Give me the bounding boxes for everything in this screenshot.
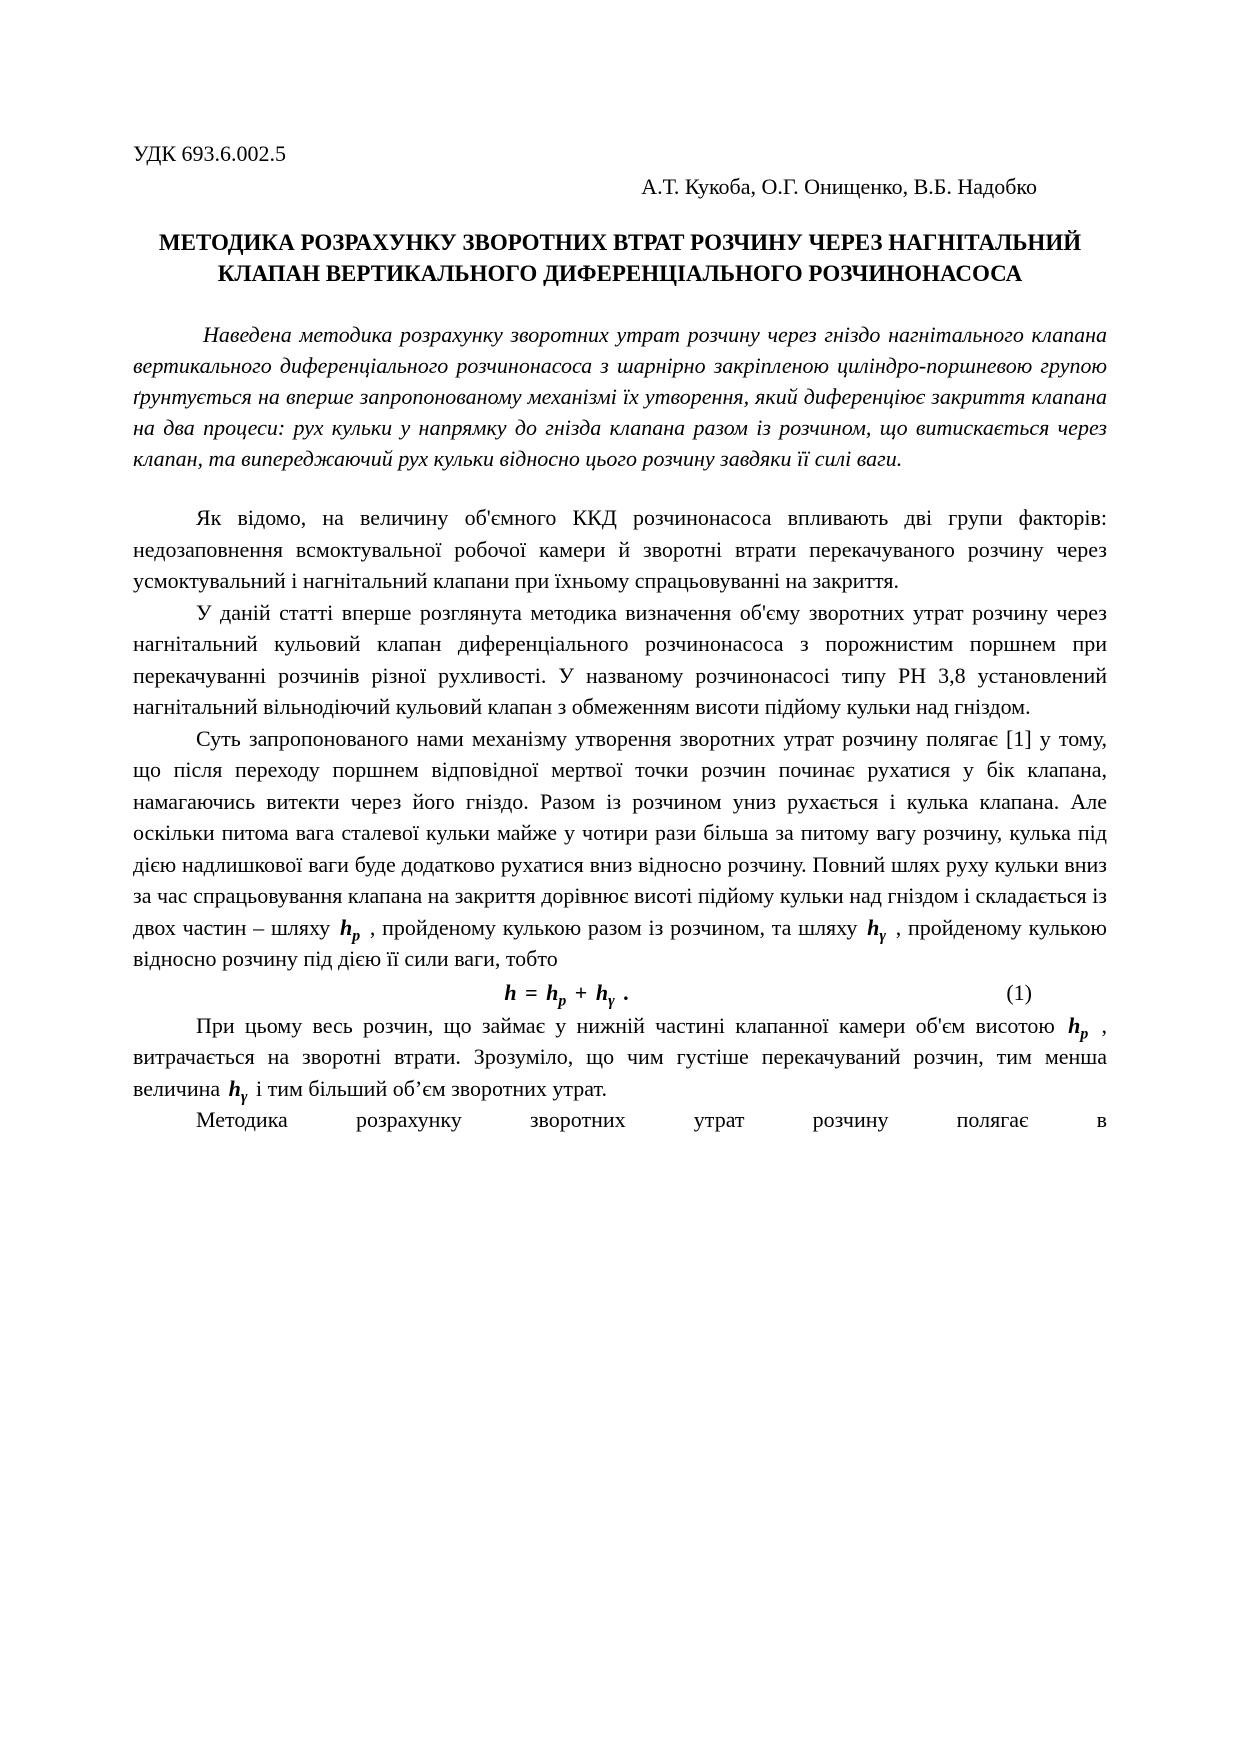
math-symbol: $h_p$ <box>1068 1012 1089 1042</box>
abstract-text: Наведена методика розрахунку зворотних утрат розчину через гніздо нагнітального клапана вертикального диференціального розчинонасоса з шарнірно закріпленою циліндро-поршневою групою ґрунтується на вперше запропонованому механізмі їх утворення, який диференціює закриття клапана на два процеси: рух кульки у напрямку до гнізда клапана разом із розчином, що витискається через клапан, та випереджаючий рух кульки відносно цього розчину завдяки її силі ваги. <box>133 322 1107 471</box>
body-paragraph: При цьому весь розчин, що займає у нижній частині клапанної камери об'єм висотою $h_p$ , витрачається на зворотні втрати. Зрозуміло, що чим густіше перекачуваний розчин, тим менша величина $h_\gamma$ і тим більший об’єм зворотних утрат. <box>133 1012 1107 1105</box>
body-paragraph: У даній статті вперше розглянута методика визначення об'єму зворотних утрат розчину через нагнітальний кульовий клапан диференціального розчинонасоса з порожнистим поршнем при перекачуванні розчинів різної рухливості. У названому розчинонасосі типу РН 3,8 установлений нагнітальний вільнодіючий кульовий клапан з обмеженням висоти підйому кульки над гніздом. <box>133 599 1107 719</box>
math-symbol: $h_\gamma$ <box>595 979 615 1009</box>
math-symbol: $h_p$ <box>546 979 567 1009</box>
udc-code: УДК 693.6.002.5 <box>133 141 287 166</box>
article-title: МЕТОДИКА РОЗРАХУНКУ ЗВОРОТНИХ ВТРАТ РОЗЧИНУ ЧЕРЕЗ НАГНІТАЛЬНИЙ КЛАПАН ВЕРТИКАЛЬНОГО ДИФЕРЕНЦІАЛЬНОГО РОЗЧИНОНАСОСА <box>158 230 1082 286</box>
body-paragraph: Суть запропонованого нами механізму утворення зворотних утрат розчину полягає [1] у тому, що після переходу поршнем відповідної мертвої точки розчин починає рухатися у бік клапана, намагаючись витекти через його гніздо. Разом із розчином униз рухається і кулька клапана. Але оскільки питома вага сталевої кульки майже у чотири рази більша за питому вагу розчину, кулька під дією надлишкової ваги буде додатково рухатися вниз відносно розчину. Повний шлях руху кульки вниз за час спрацьовування клапана на закриття дорівнює висоті підйому кульки над гніздом і складається із двох частин – шляху $h_p$ , пройденому кулькою разом із розчином, та шляху $h_\gamma$ , пройденому кулькою відносно розчину під дією її сили ваги, тобто <box>133 725 1107 971</box>
body-paragraph: Як відомо, на величину об'ємного ККД розчинонасоса впливають дві групи факторів: недозаповнення всмоктувальної робочої камери й зворотні втрати перекачуваного розчину через усмоктувальний і нагнітальний клапани при їхньому спрацьовуванні на закриття. <box>133 505 1107 593</box>
equation-number: (1) <box>1006 979 1032 1005</box>
math-symbol: $h_p$ <box>339 914 361 944</box>
math-symbol: $h_\gamma$ <box>867 914 886 944</box>
equation: $h = h_p + h_\gamma$ . <box>501 980 628 1005</box>
equation-block <box>133 976 1107 1009</box>
body-section-after-equation <box>133 1010 1107 1136</box>
math-symbol: $h_\gamma$ <box>228 1075 248 1105</box>
body-section-before-equation <box>133 502 1107 975</box>
body-paragraph: Методика розрахунку зворотних утрат розчину полягає в <box>196 1107 1107 1132</box>
math-symbol: h <box>504 979 517 1005</box>
authors-line: А.Т. Кукоба, О.Г. Онищенко, В.Б. Надобко <box>641 174 1037 199</box>
